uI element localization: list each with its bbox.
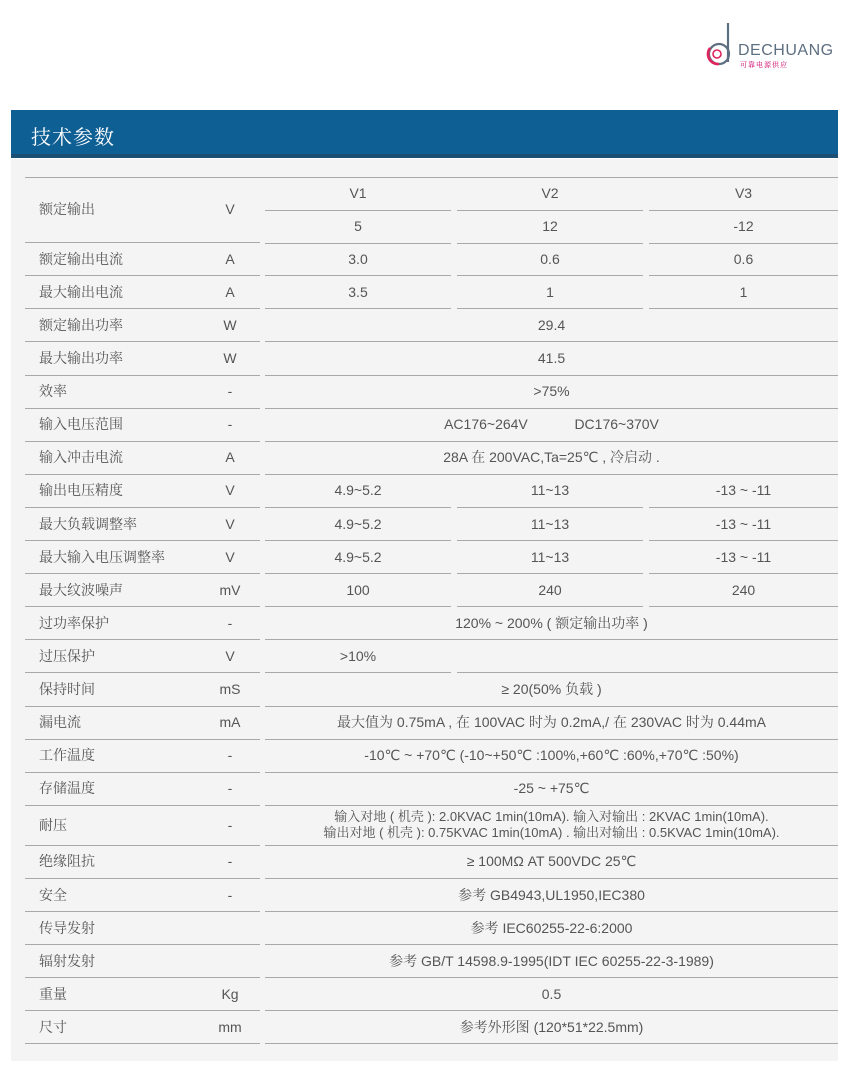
row-label: 输出电压精度 <box>25 475 209 508</box>
row-value-v2: 11~13 <box>457 475 643 508</box>
brand-tagline: 可靠电源供应 <box>740 62 788 69</box>
row-value-v2: 1 <box>457 276 643 309</box>
row-value: 0.5 <box>265 978 838 1011</box>
spec-table <box>11 159 838 1061</box>
dechuang-logo-icon <box>704 22 738 70</box>
section-title: 技术参数 <box>31 127 115 149</box>
table-row <box>11 740 838 773</box>
row-unit: V <box>200 508 260 541</box>
row-label: 保持时间 <box>25 674 209 707</box>
channel-header-v1: V1 <box>265 177 451 211</box>
row-unit: V <box>200 541 260 574</box>
row-label: 传导发射 <box>25 912 209 945</box>
row-value-v1: 100 <box>265 574 451 607</box>
row-unit: V <box>200 640 260 673</box>
row-value-v2: 11~13 <box>457 541 643 574</box>
row-label: 最大输出电流 <box>25 276 209 309</box>
row-unit: - <box>200 846 260 879</box>
row-unit: V <box>200 177 260 243</box>
row-label: 辐射发射 <box>25 945 209 978</box>
table-row <box>11 508 838 541</box>
row-unit <box>200 912 260 945</box>
row-label: 存储温度 <box>25 773 209 806</box>
table-row <box>11 674 838 707</box>
row-label: 额定输出功率 <box>25 309 209 342</box>
table-row <box>11 541 838 574</box>
row-value: 29.4 <box>265 309 838 342</box>
table-row-rated-output <box>11 177 838 243</box>
table-row <box>11 442 838 475</box>
table-row <box>11 912 838 945</box>
row-value-v1: 4.9~5.2 <box>265 541 451 574</box>
table-row <box>11 945 838 978</box>
row-value-line-2: 输出对地 ( 机壳 ): 0.75KVAC 1min(10mA) . 输出对输出 : 0.5KVAC 1min(10mA). <box>323 825 780 841</box>
row-unit: mm <box>200 1011 260 1044</box>
row-label: 额定输出 <box>25 177 209 243</box>
row-unit: A <box>200 442 260 475</box>
row-label: 输入电压范围 <box>25 409 209 442</box>
table-row <box>11 846 838 879</box>
brand-name: DECHUANG <box>738 42 834 59</box>
row-label: 效率 <box>25 376 209 409</box>
row-unit: A <box>200 276 260 309</box>
row-value-v1: >10% <box>265 640 451 673</box>
row-label: 额定输出电流 <box>25 243 209 276</box>
channel-voltage-v2: 12 <box>457 210 643 244</box>
table-row <box>11 574 838 607</box>
table-row <box>11 707 838 740</box>
row-unit: V <box>200 475 260 508</box>
table-row <box>11 475 838 508</box>
row-label: 安全 <box>25 879 209 912</box>
row-value: ≥ 100MΩ AT 500VDC 25℃ <box>265 846 838 879</box>
row-label: 重量 <box>25 978 209 1011</box>
row-value-v1: 4.9~5.2 <box>265 508 451 541</box>
table-row <box>11 806 838 846</box>
row-value: 28A 在 200VAC,Ta=25℃ , 冷启动 . <box>265 442 838 475</box>
row-value: 参考 GB/T 14598.9-1995(IDT IEC 60255-22-3-1989) <box>265 945 838 978</box>
row-unit: - <box>200 879 260 912</box>
brand-logo <box>704 22 844 74</box>
row-value: -25 ~ +75℃ <box>265 773 838 806</box>
row-unit: mA <box>200 707 260 740</box>
channel-voltage-v1: 5 <box>265 210 451 244</box>
row-unit: A <box>200 243 260 276</box>
channel-header-v3: V3 <box>649 177 838 211</box>
row-label: 耐压 <box>25 806 209 846</box>
row-label: 最大输出功率 <box>25 343 209 376</box>
row-value-v1: 3.0 <box>265 243 451 276</box>
row-label: 最大纹波噪声 <box>25 574 209 607</box>
section-banner <box>11 110 838 158</box>
table-row <box>11 276 838 309</box>
row-unit: W <box>200 343 260 376</box>
row-unit: W <box>200 309 260 342</box>
table-row <box>11 343 838 376</box>
row-unit: mV <box>200 574 260 607</box>
row-unit: - <box>200 409 260 442</box>
row-value-v2: 11~13 <box>457 508 643 541</box>
row-value-v1: 3.5 <box>265 276 451 309</box>
row-value: >75% <box>265 376 838 409</box>
row-value-v1: 4.9~5.2 <box>265 475 451 508</box>
row-value: 参考 IEC60255-22-6:2000 <box>265 912 838 945</box>
row-unit: - <box>200 376 260 409</box>
row-label: 输入冲击电流 <box>25 442 209 475</box>
row-label: 尺寸 <box>25 1011 209 1044</box>
row-unit: - <box>200 740 260 773</box>
table-row <box>11 607 838 640</box>
row-value: -10℃ ~ +70℃ (-10~+50℃ :100%,+60℃ :60%,+70℃ :50%) <box>265 740 838 773</box>
row-unit: - <box>200 607 260 640</box>
table-row <box>11 409 838 442</box>
channel-voltage-v3: -12 <box>649 210 838 244</box>
row-unit: Kg <box>200 978 260 1011</box>
row-label: 最大输入电压调整率 <box>25 541 209 574</box>
row-value: 最大值为 0.75mA , 在 100VAC 时为 0.2mA,/ 在 230VAC 时为 0.44mA <box>265 707 838 740</box>
row-value-v2-v3 <box>457 640 838 673</box>
row-value: 41.5 <box>265 343 838 376</box>
row-label: 过压保护 <box>25 640 209 673</box>
row-value-v3: -13 ~ -11 <box>649 541 838 574</box>
table-row <box>11 376 838 409</box>
row-unit: - <box>200 773 260 806</box>
row-value-v2: 240 <box>457 574 643 607</box>
row-value: 参考外形图 (120*51*22.5mm) <box>265 1011 838 1044</box>
row-value-v3: -13 ~ -11 <box>649 508 838 541</box>
row-label: 过功率保护 <box>25 607 209 640</box>
table-row <box>11 1011 838 1044</box>
row-label: 最大负载调整率 <box>25 508 209 541</box>
row-unit: mS <box>200 674 260 707</box>
row-label: 绝缘阻抗 <box>25 846 209 879</box>
table-row <box>11 243 838 276</box>
row-label: 工作温度 <box>25 740 209 773</box>
row-value-line-1: 输入对地 ( 机壳 ): 2.0KVAC 1min(10mA). 输入对输出 : 2KVAC 1min(10mA). <box>334 809 769 825</box>
table-row <box>11 640 838 673</box>
row-value: 参考 GB4943,UL1950,IEC380 <box>265 879 838 912</box>
row-value: 120% ~ 200% ( 额定输出功率 ) <box>265 607 838 640</box>
row-value-v3: -13 ~ -11 <box>649 475 838 508</box>
row-value-v3: 0.6 <box>649 243 838 276</box>
row-value: ≥ 20(50% 负载 ) <box>265 674 838 707</box>
channel-header-v2: V2 <box>457 177 643 211</box>
row-label: 漏电流 <box>25 707 209 740</box>
row-value-v2: 0.6 <box>457 243 643 276</box>
row-value <box>265 806 838 846</box>
row-value-v3: 1 <box>649 276 838 309</box>
table-row <box>11 978 838 1011</box>
table-row <box>11 309 838 342</box>
row-unit: - <box>200 806 260 846</box>
row-value-v3: 240 <box>649 574 838 607</box>
row-value: AC176~264V DC176~370V <box>265 409 838 442</box>
table-row <box>11 773 838 806</box>
table-row <box>11 879 838 912</box>
row-unit <box>200 945 260 978</box>
